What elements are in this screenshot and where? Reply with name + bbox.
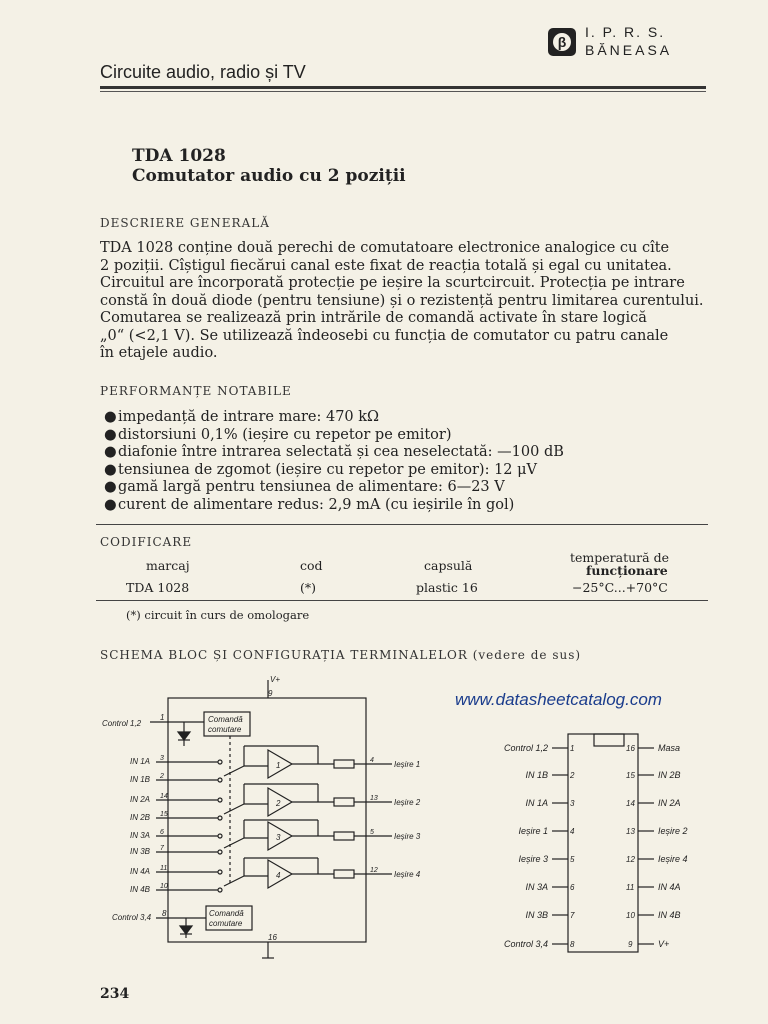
- general-text: [100, 240, 706, 363]
- pin-label: IN 1B: [525, 770, 548, 780]
- general-line: Circuitul are încorporată protecție pe ieșire la scurtcircuit. Protecția pe intrare: [100, 275, 685, 291]
- comutare-label-bottom: comutare: [209, 919, 243, 928]
- pin-label: Control 3,4: [503, 939, 548, 949]
- input-label: IN 4B: [130, 885, 151, 894]
- general-heading: DESCRIERE GENERALĂ: [100, 216, 270, 230]
- section-title: Circuite audio, radio și TV: [100, 62, 306, 82]
- header-rule: [100, 86, 706, 89]
- output-label: Ieșire 2: [394, 798, 421, 807]
- pin-number: 1: [570, 744, 575, 753]
- input-label: IN 2A: [130, 795, 151, 804]
- list-item: ●impedanță de intrare mare: 470 kΩ: [104, 409, 380, 425]
- pin-label: Control 1,2: [503, 743, 548, 753]
- col-header-capsula: capsulă: [424, 558, 473, 573]
- comanda-label-bottom: Comandă: [209, 909, 244, 918]
- right-pins: [626, 743, 688, 949]
- iprs-logo-icon: [547, 27, 577, 57]
- pin-number: 15: [626, 771, 635, 780]
- pin-number: 14: [626, 799, 635, 808]
- input-label: IN 3B: [130, 847, 151, 856]
- pin-label: IN 2B: [658, 770, 681, 780]
- col-header-marcaj: marcaj: [146, 558, 190, 573]
- pin-configuration-diagram: [488, 728, 718, 960]
- pin-label: IN 3A: [525, 882, 548, 892]
- logo-line-1: I. P. R. S.: [585, 24, 666, 40]
- list-item: ●curent de alimentare redus: 2,9 mA (cu ieșirile în gol): [104, 496, 515, 513]
- cell-cod: (*): [300, 580, 317, 595]
- general-line: constă în două diode (pentru tensiune) și o rezistență pentru limitarea curentului.: [100, 292, 704, 309]
- output-label: Ieșire 3: [394, 832, 421, 841]
- comanda-label-top: Comandă: [208, 715, 243, 724]
- header-rule-thin: [100, 91, 706, 92]
- pin-label: Ieșire 4: [658, 854, 688, 864]
- input-pin: 2: [160, 773, 164, 780]
- part-subtitle: Comutator audio cu 2 poziții: [132, 166, 406, 186]
- output-pin: 12: [370, 867, 378, 874]
- pin-number: 8: [570, 940, 575, 949]
- pin-16-label: 16: [268, 933, 277, 942]
- input-pin: 3: [160, 755, 164, 762]
- bullet-icon: ●: [104, 461, 117, 478]
- output-label: Ieșire 1: [394, 760, 421, 769]
- part-number: TDA 1028: [132, 146, 226, 166]
- bullet-icon: ●: [104, 496, 117, 513]
- pin-number: 4: [570, 827, 575, 836]
- ctrl12-label: Control 1,2: [102, 719, 142, 728]
- input-label: IN 1B: [130, 775, 151, 784]
- general-line: în etajele audio.: [100, 345, 218, 361]
- pin-number: 11: [626, 883, 635, 892]
- list-item: ●gamă largă pentru tensiunea de alimentare: 6—23 V: [104, 479, 505, 495]
- vplus-label: V+: [270, 675, 281, 684]
- general-line: TDA 1028 conține două perechi de comutatoare electronice analogice cu cîte: [100, 240, 670, 256]
- pin-8-label: 8: [162, 909, 167, 918]
- input-pin: 10: [160, 883, 168, 890]
- input-pin: 6: [160, 829, 164, 836]
- general-line: 2 poziții. Cîștigul fiecărui canal este fixat de reacția totală și egal cu unitatea.: [100, 257, 672, 274]
- block-diagram: [96, 672, 436, 972]
- pin-number: 6: [570, 883, 575, 892]
- list-item: ●diafonie între intrarea selectată și cea neselectată: —100 dB: [104, 444, 564, 460]
- col-header-cod: cod: [300, 558, 323, 573]
- bullet-icon: ●: [104, 409, 117, 425]
- bullet-icon: ●: [104, 479, 117, 495]
- bullet-icon: ●: [104, 426, 117, 443]
- pin-number: 12: [626, 855, 635, 864]
- amp-num: 1: [276, 761, 281, 770]
- package-notch: [594, 734, 624, 746]
- input-label: IN 3A: [130, 831, 151, 840]
- pin-number: 2: [570, 771, 575, 780]
- col-header-temp: temperatură de: [570, 550, 669, 565]
- cell-marcaj: TDA 1028: [126, 580, 190, 595]
- pin-label: V+: [658, 939, 670, 949]
- footnote: (*) circuit în curs de omologare: [126, 608, 310, 622]
- codificare-heading: CODIFICARE: [100, 535, 193, 549]
- pin-label: Ieșire 1: [518, 826, 548, 836]
- table-top-rule: [96, 524, 708, 525]
- input-label: IN 4A: [130, 867, 151, 876]
- list-item: ●distorsiuni 0,1% (ieșire cu repetor pe emitor): [104, 426, 452, 443]
- pin-label: Ieșire 2: [658, 826, 688, 836]
- left-pins: [504, 743, 575, 949]
- amp-num: 3: [276, 833, 281, 842]
- page-number: 234: [100, 986, 130, 1002]
- svg-text:β: β: [557, 34, 567, 50]
- amp-num: 4: [276, 871, 281, 880]
- pin-number: 13: [626, 827, 635, 836]
- pin-9-label: 9: [268, 689, 273, 698]
- input-pin: 7: [160, 845, 164, 852]
- comutare-label-top: comutare: [208, 725, 242, 734]
- input-pin: 15: [160, 811, 168, 818]
- output-pin: 5: [370, 829, 374, 836]
- performance-heading: PERFORMANȚE NOTABILE: [100, 384, 292, 398]
- pin-label: IN 4A: [658, 882, 681, 892]
- bullet-icon: ●: [104, 444, 117, 460]
- schema-heading: SCHEMA BLOC ȘI CONFIGURAȚIA TERMINALELOR (vedere de sus): [100, 648, 582, 662]
- input-pin: 11: [160, 865, 168, 872]
- pin-number: 3: [570, 799, 575, 808]
- logo-line-2: BĂNEASA: [585, 42, 673, 58]
- pin-label: Ieșire 3: [518, 854, 548, 864]
- input-pin: 14: [160, 793, 168, 800]
- cell-temp: −25°C...+70°C: [572, 580, 668, 595]
- pin-1-label: 1: [160, 713, 165, 722]
- pin-label: IN 1A: [525, 798, 548, 808]
- general-line: „0“ (<2,1 V). Se utilizează îndeosebi cu funcția de comutator cu patru canale: [100, 327, 669, 344]
- pin-number: 9: [628, 940, 633, 949]
- pin-number: 16: [626, 744, 635, 753]
- input-label: IN 1A: [130, 757, 151, 766]
- output-pin: 13: [370, 795, 378, 802]
- general-line: Comutarea se realizează prin intrările de comandă activate în stare logică: [100, 310, 647, 326]
- pin-label: IN 3B: [525, 910, 548, 920]
- pin-number: 7: [570, 911, 575, 920]
- amp-num: 2: [276, 799, 281, 808]
- ctrl34-label: Control 3,4: [112, 913, 152, 922]
- cell-capsula: plastic 16: [416, 580, 478, 595]
- pin-label: IN 4B: [658, 910, 681, 920]
- col-header-temp-2: funcționare: [586, 563, 668, 578]
- output-label: Ieșire 4: [394, 870, 421, 879]
- list-item: ●tensiunea de zgomot (ieșire cu repetor pe emitor): 12 μV: [104, 461, 538, 478]
- output-pin: 4: [370, 757, 374, 764]
- input-label: IN 2B: [130, 813, 151, 822]
- pin-label: IN 2A: [658, 798, 681, 808]
- watermark-url: www.datasheetcatalog.com: [455, 690, 662, 709]
- pin-label: Masa: [658, 743, 681, 753]
- pin-number: 5: [570, 855, 575, 864]
- pin-number: 10: [626, 911, 635, 920]
- table-bottom-rule: [96, 600, 708, 601]
- performance-list: [104, 409, 564, 514]
